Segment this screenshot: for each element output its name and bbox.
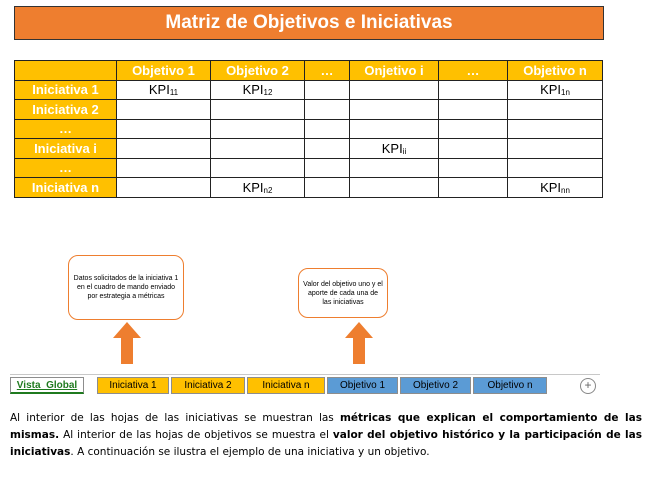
arrow-up-icon [112, 320, 142, 365]
matrix-cell[interactable] [117, 100, 211, 120]
matrix-cell[interactable] [211, 80, 305, 100]
matrix-cell[interactable] [508, 100, 603, 120]
matrix-row [15, 158, 603, 178]
matrix-cell[interactable] [350, 100, 439, 120]
matrix-cell[interactable] [350, 139, 439, 159]
matrix-cell[interactable] [305, 100, 350, 120]
matrix-cell[interactable] [508, 158, 603, 178]
matrix-cell[interactable] [439, 139, 508, 159]
matrix-cell[interactable] [305, 158, 350, 178]
kpi-label: $KPI_{12}$ [242, 82, 273, 98]
kpi-label: $KPI_{n2}$ [242, 179, 273, 195]
matrix-cell[interactable] [211, 178, 305, 198]
matrix-cell[interactable] [117, 178, 211, 198]
callout-objective-value [298, 268, 388, 318]
matrix-row-header: … [15, 119, 117, 139]
matrix-row-header: … [15, 158, 117, 178]
kpi-label: $KPI_{11}$ [148, 82, 179, 98]
matrix-cell[interactable] [350, 178, 439, 198]
matrix-row-header: Iniciativa i [15, 139, 117, 159]
sheet-tab-bar [10, 374, 600, 395]
objectives-initiatives-matrix [14, 60, 603, 198]
matrix-cell[interactable] [211, 100, 305, 120]
matrix-cell[interactable] [439, 158, 508, 178]
matrix-row [15, 139, 603, 159]
sheet-tab-objetivo-1[interactable]: Objetivo 1 [327, 377, 398, 394]
sheet-tab-iniciativa-2[interactable]: Iniciativa 2 [171, 377, 245, 394]
matrix-column-header: … [305, 61, 350, 81]
sheet-tab-objetivo-n[interactable]: Objetivo n [473, 377, 547, 394]
callout-objective-text: Valor del objetivo uno y el aporte de cada una de las iniciativas [303, 280, 383, 306]
matrix-cell[interactable] [350, 158, 439, 178]
matrix-column-header: … [439, 61, 508, 81]
matrix-row [15, 100, 603, 120]
page-title: Matriz de Objetivos e Iniciativas [14, 6, 604, 40]
matrix-cell[interactable] [117, 80, 211, 100]
matrix-cell[interactable] [508, 139, 603, 159]
matrix-cell[interactable] [508, 119, 603, 139]
matrix-cell[interactable] [117, 119, 211, 139]
callout-initiative-data [68, 255, 184, 320]
matrix-row-header: Iniciativa 1 [15, 80, 117, 100]
matrix-column-header: Objetivo 1 [117, 61, 211, 81]
matrix-cell[interactable] [305, 119, 350, 139]
description-paragraph: Al interior de las hojas de las iniciativas se muestran las métricas que explican el comportamiento de las mismas. Al interior de las hojas de objetivos se muestra el valor del objetivo histórico y la participación de las iniciativas. A continuación se ilustra el ejemplo de una iniciativa y un objetivo. [10, 412, 642, 458]
arrow-up-icon [344, 320, 374, 365]
matrix-cell[interactable] [508, 80, 603, 100]
matrix-row-header: Iniciativa n [15, 178, 117, 198]
matrix-corner-cell [15, 61, 117, 81]
sheet-tab-iniciativa-n[interactable]: Iniciativa n [247, 377, 325, 394]
matrix-column-header: Objetivo 2 [211, 61, 305, 81]
matrix-cell[interactable] [439, 100, 508, 120]
callout-initiative-text: Datos solicitados de la iniciativa 1 en el cuadro de mando enviado por estrategia a métricas [73, 275, 179, 300]
matrix-cell[interactable] [350, 80, 439, 100]
matrix-row-header: Iniciativa 2 [15, 100, 117, 120]
kpi-label: $KPI_{1n}$ [540, 82, 570, 98]
matrix-row [15, 119, 603, 139]
matrix-cell[interactable] [117, 158, 211, 178]
matrix-row [15, 80, 603, 100]
sheet-tab-objetivo-2[interactable]: Objetivo 2 [400, 377, 471, 394]
matrix-cell[interactable] [117, 139, 211, 159]
matrix-cell[interactable] [508, 178, 603, 198]
matrix-column-header: Onjetivo i [350, 61, 439, 81]
kpi-label: $KPI_{nn}$ [540, 179, 570, 195]
matrix-cell[interactable] [439, 119, 508, 139]
matrix-cell[interactable] [305, 139, 350, 159]
sheet-tab-vista-global[interactable]: Vista_Global [10, 377, 84, 394]
matrix-row [15, 178, 603, 198]
matrix-cell[interactable] [350, 119, 439, 139]
matrix-cell[interactable] [211, 158, 305, 178]
sheet-tab-iniciativa-1[interactable]: Iniciativa 1 [97, 377, 169, 394]
matrix-cell[interactable] [305, 178, 350, 198]
matrix-column-header: Objetivo n [508, 61, 603, 81]
kpi-label: $KPI_{ii}$ [381, 140, 407, 156]
matrix-cell[interactable] [211, 119, 305, 139]
matrix-header-row [15, 61, 603, 81]
matrix-cell[interactable] [211, 139, 305, 159]
matrix-cell[interactable] [439, 80, 508, 100]
add-sheet-icon[interactable]: + [580, 378, 596, 394]
matrix-cell[interactable] [305, 80, 350, 100]
matrix-cell[interactable] [439, 178, 508, 198]
